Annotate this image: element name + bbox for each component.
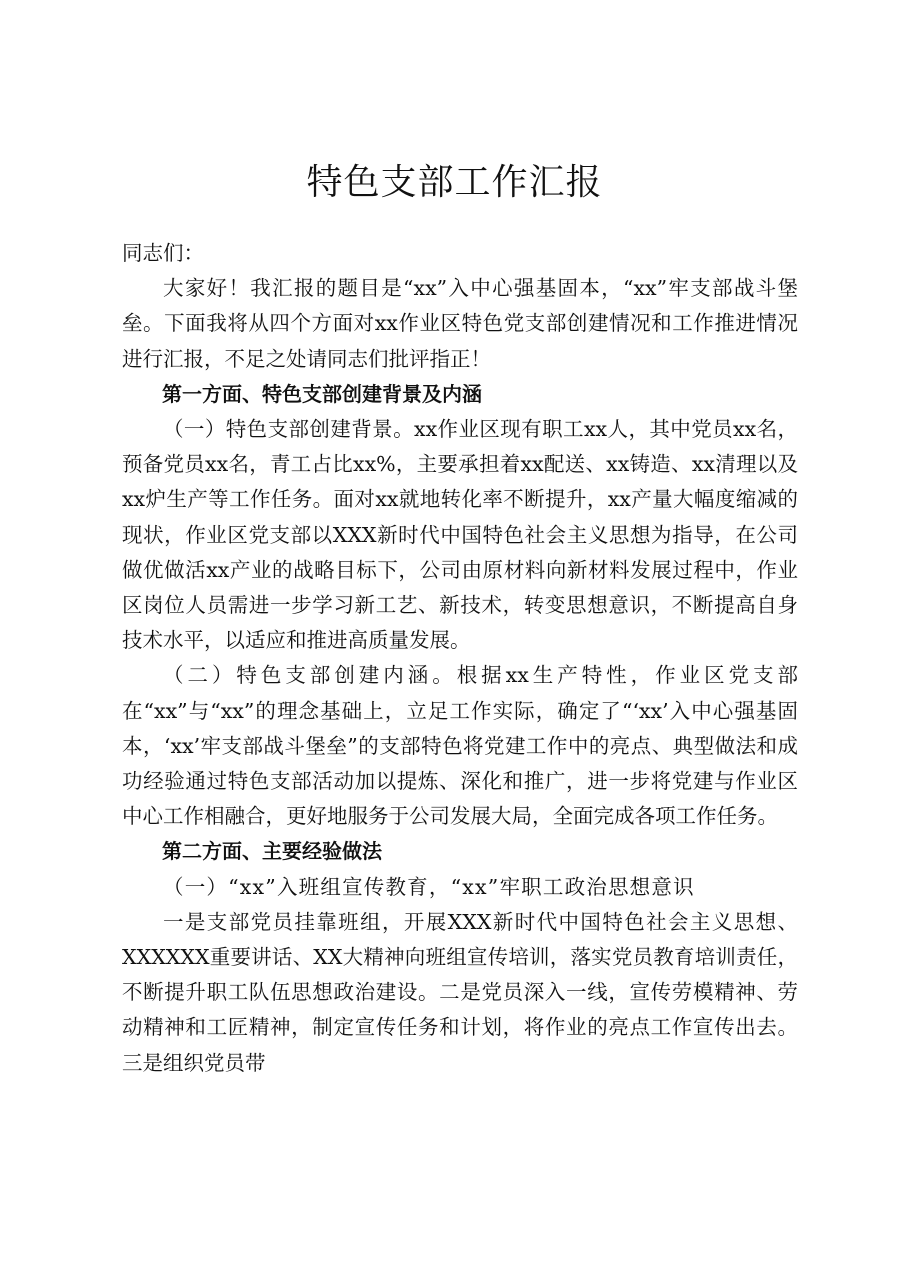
salutation: 同志们：: [122, 241, 204, 265]
document-body: [122, 236, 798, 1081]
subsection-heading-1: （一）“xx”入班组宣传教育，“xx”牢职工政治思想意识: [163, 874, 695, 899]
paragraph-practices: 一是支部党员挂靠班组，开展XXX新时代中国特色社会主义思想、XXXXXX重要讲话、XX大精神向班组宣传培训，落实党员教育培训责任，不断提升职工队伍思想政治建设。二是党员深入一线，宣传劳模精神、劳动精神和工匠精神，制定宣传任务和计划，将作业的亮点工作宣传出去。三是组织党员带: [122, 909, 798, 1075]
section-heading-1: 第一方面、特色支部创建背景及内涵: [162, 381, 482, 406]
paragraph-background: （一）特色支部创建背景。xx作业区现有职工xx人，其中党员xx名，预备党员xx名，青工占比xx%，主要承担着xx配送、xx铸造、xx清理以及xx炉生产等工作任务。面对xx就地转化率不断提升，xx产量大幅度缩减的现状，作业区党支部以XXX新时代中国特色社会主义思想为指导，在公司做优做活xx产业的战略目标下，公司由原材料向新材料发展过程中，作业区岗位人员需进一步学习新工艺、新技术，转变思想意识，不断提高自身技术水平，以适应和推进高质量发展。: [122, 417, 798, 653]
paragraph-opening: 大家好！我汇报的题目是“xx”入中心强基固本，“xx”牢支部战斗堡垒。下面我将从四个方面对xx作业区特色党支部创建情况和工作推进情况进行汇报，不足之处请同志们批评指正！: [122, 276, 798, 371]
section-heading-2: 第二方面、主要经验做法: [162, 839, 382, 864]
paragraph-connotation: （二）特色支部创建内涵。根据xx生产特性，作业区党支部在“xx”与“xx”的理念基础上，立足工作实际，确定了“‘xx’入中心强基固本，‘xx’牢支部战斗堡垒”的支部特色将党建工作中的亮点、典型做法和成功经验通过特色支部活动加以提炼、深化和推广，进一步将党建与作业区中心工作相融合，更好地服务于公司发展大局，全面完成各项工作任务。: [122, 663, 798, 829]
document-title: 特色支部工作汇报: [306, 162, 603, 203]
